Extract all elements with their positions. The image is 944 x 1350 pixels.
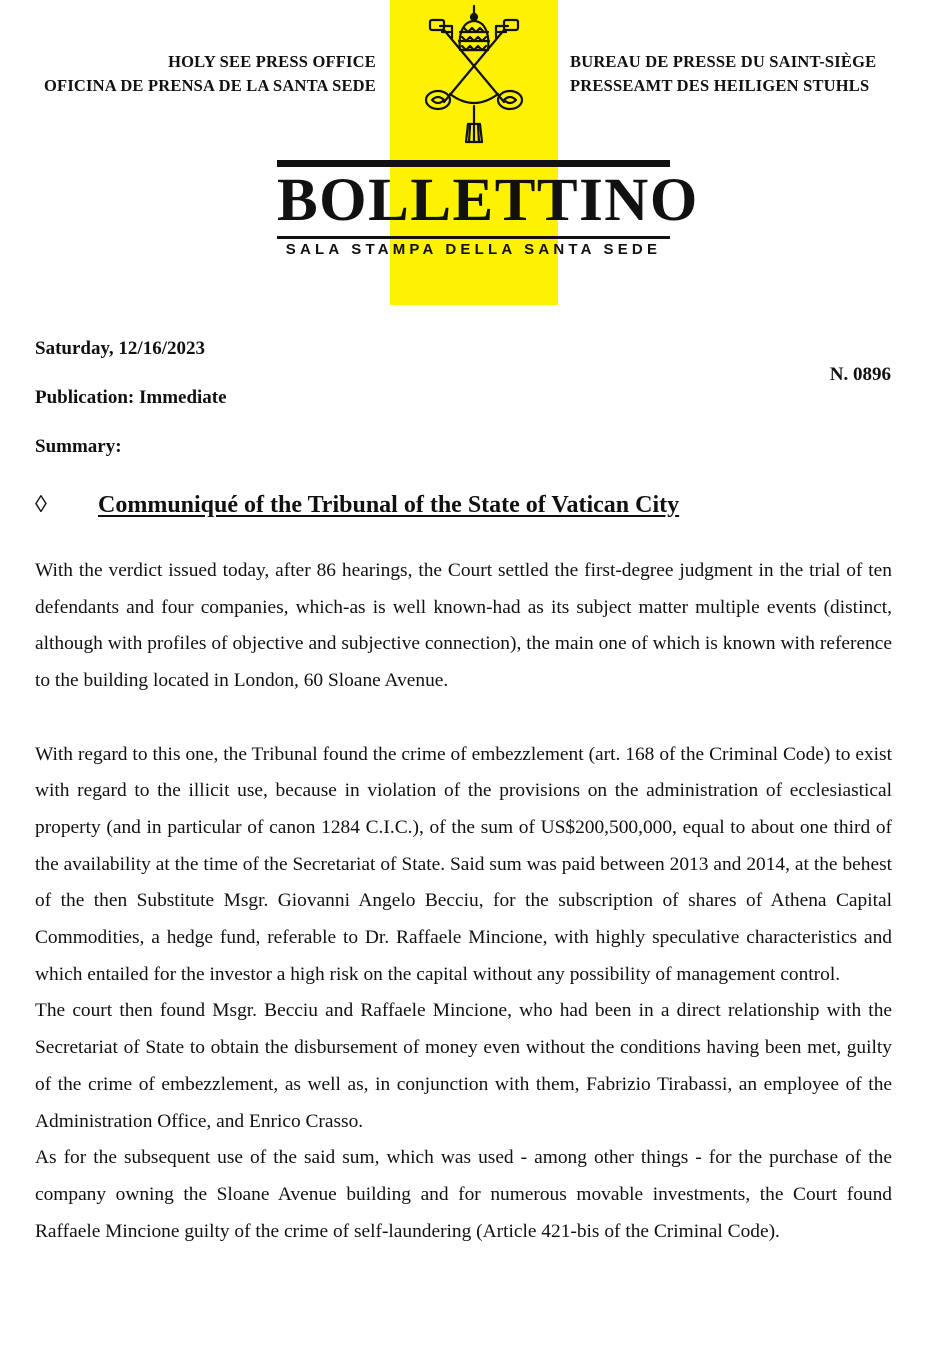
item-heading bbox=[35, 490, 679, 520]
publication-status: Publication: Immediate bbox=[35, 387, 227, 408]
bulletin-number: N. 0896 bbox=[829, 364, 891, 385]
bulletin-date: Saturday, 12/16/2023 bbox=[35, 338, 205, 359]
communique-body bbox=[35, 553, 892, 1250]
paragraph-3: The court then found Msgr. Becciu and Raffaele Mincione, who had been in a direct relationship with the Secretariat of State to obtain the disbursement of money even without the conditions having been met, guilty of the crime of embezzlement, as well as, in conjunction with them, Fabrizio Tirabassi, an employee of the Administration Office, and Enrico Crasso. bbox=[35, 1000, 892, 1132]
papal-keys-emblem-icon bbox=[414, 2, 534, 150]
bollettino-title: BOLLETTINO bbox=[277, 167, 699, 234]
diamond-bullet-icon: ◊ bbox=[35, 492, 47, 518]
paragraph-gap bbox=[35, 700, 892, 737]
paragraph-2: With regard to this one, the Tribunal found the crime of embezzlement (art. 168 of the Criminal Code) to exist with regard to the illicit use, because in violation of the provisions on the administration of ecclesiastical property (and in particular of canon 1284 C.I.C.), of the sum of US$200,500,000, equal to about one third of the availability at the time of the Secretariat of State. Said sum was paid between 2013 and 2014, at the behest of the then Substitute Msgr. Giovanni Angelo Becciu, for the subscription of shares of Athena Capital Commodities, a hedge fund, referable to Dr. Raffaele Mincione, with highly speculative characteristics and which entailed for the investor a high risk on the capital without any possibility of management control. bbox=[35, 743, 892, 985]
paragraph-4: As for the subsequent use of the said sum, which was used - among other things - for the purchase of the company owning the Sloane Avenue building and for numerous movable investments, the Court found Raffaele Mincione guilty of the crime of self-laundering (Article 421-bis of the Criminal Code). bbox=[35, 1147, 892, 1242]
paragraph-1: With the verdict issued today, after 86 hearings, the Court settled the first-degree judgment in the trial of ten defendants and four companies, which-as is well known-had as its subject matter multiple events (distinct, although with profiles of objective and subjective connection), the main one of which is known with reference to the building located in London, 60 Sloane Avenue. bbox=[35, 560, 892, 692]
summary-label: Summary: bbox=[35, 436, 122, 457]
masthead-left-line-2: OFICINA DE PRENSA DE LA SANTA SEDE bbox=[44, 76, 376, 95]
masthead-left-line-1: HOLY SEE PRESS OFFICE bbox=[168, 52, 376, 71]
bollettino-subtitle: SALA STAMPA DELLA SANTA SEDE bbox=[285, 241, 662, 258]
masthead-right-line-2: PRESSEAMT DES HEILIGEN STUHLS bbox=[570, 76, 870, 95]
item-heading-text: Communiqué of the Tribunal of the State of Vatican City bbox=[98, 492, 680, 518]
masthead-right-line-1: BUREAU DE PRESSE DU SAINT-SIÈGE bbox=[570, 52, 877, 71]
